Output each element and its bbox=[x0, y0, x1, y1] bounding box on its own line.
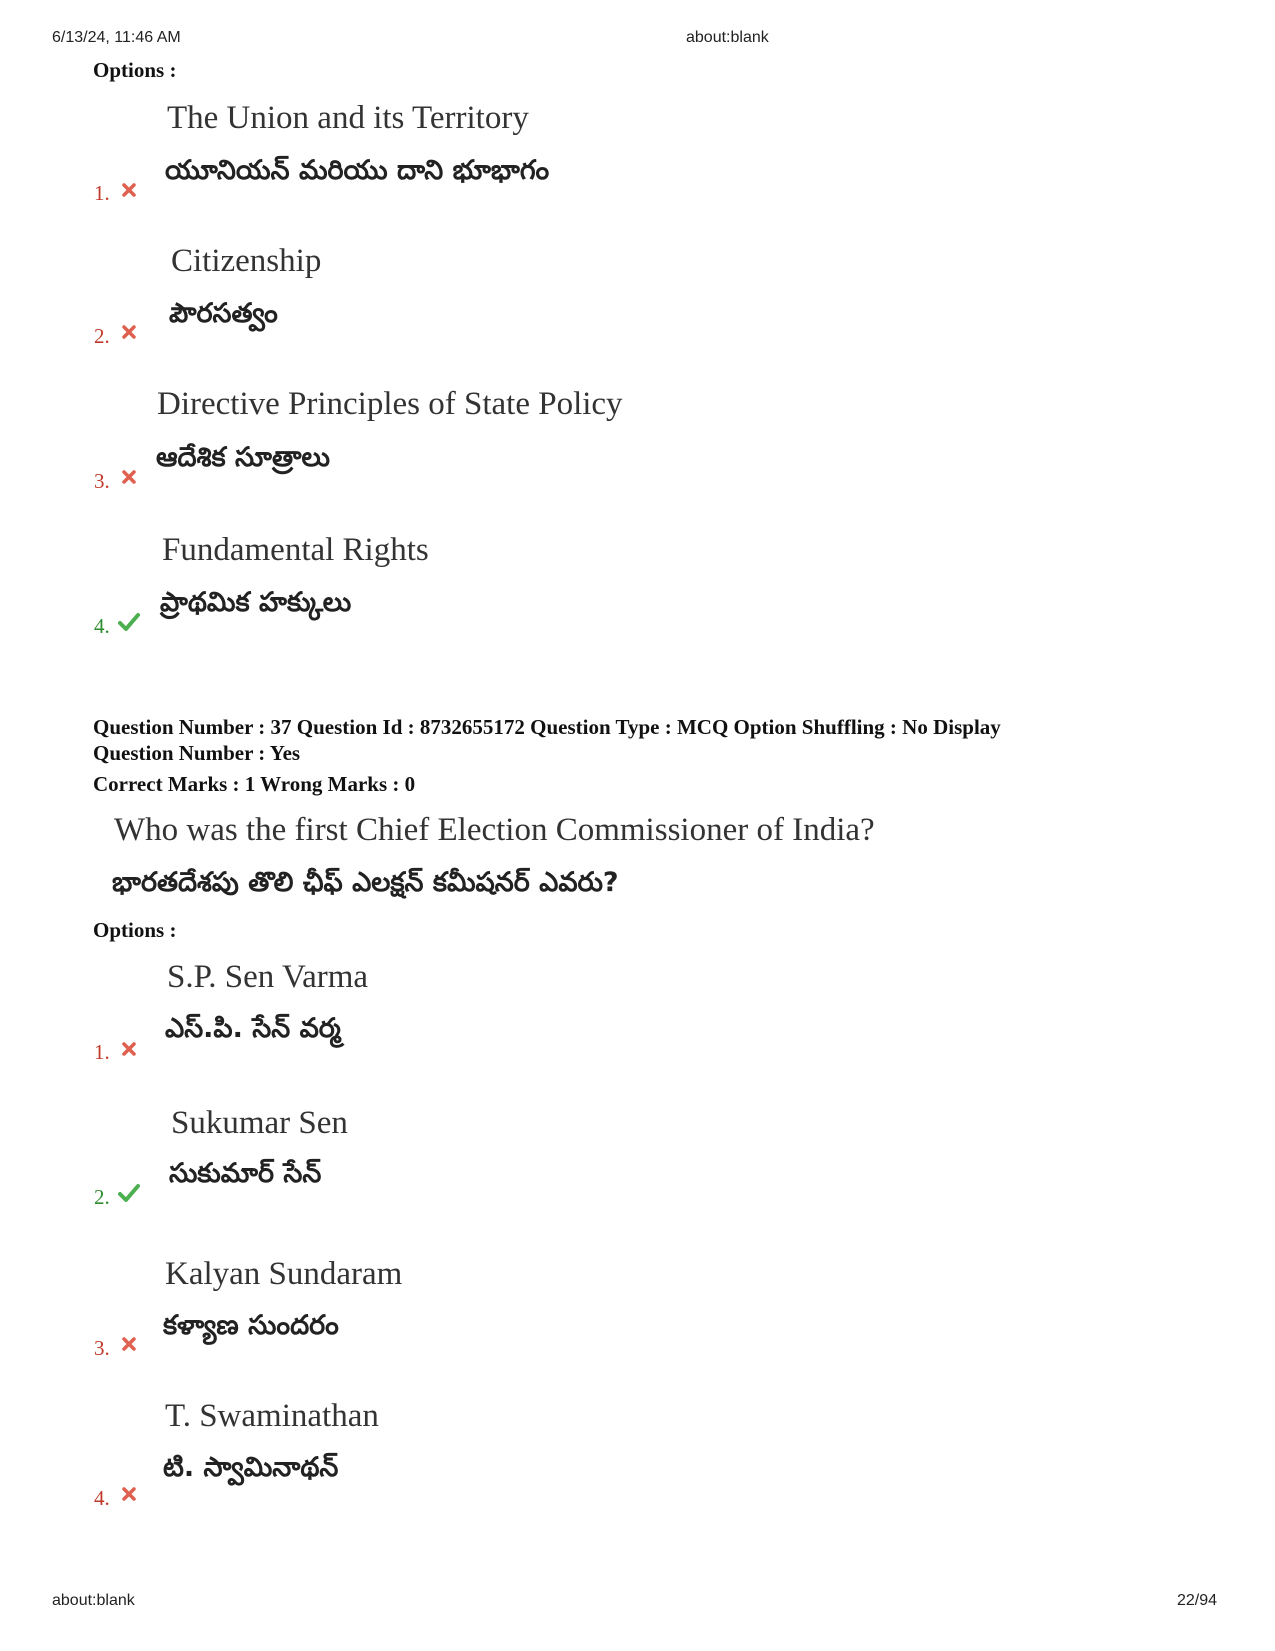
question-text-te: భారతదేశపు తొలి ఛీఫ్ ఎలక్షన్ కమీషనర్ ఎవరు? bbox=[112, 867, 619, 898]
prev-options-label: Options : bbox=[93, 58, 177, 82]
wrong-cross-icon bbox=[121, 1041, 137, 1057]
prev-option-4-number: 4. bbox=[94, 614, 110, 638]
header-url: about:blank bbox=[686, 29, 769, 46]
wrong-cross-icon bbox=[121, 469, 137, 485]
header-datetime: 6/13/24, 11:46 AM bbox=[52, 29, 181, 46]
prev-option-1-number: 1. bbox=[94, 181, 110, 205]
wrong-cross-icon bbox=[121, 182, 137, 198]
wrong-cross-icon bbox=[121, 1486, 137, 1502]
question-meta-line-1: Question Number : 37 Question Id : 8732655172 Question Type : MCQ Option Shuffling : No Display bbox=[93, 715, 1001, 739]
prev-option-3-en: Directive Principles of State Policy bbox=[157, 386, 623, 422]
prev-option-3-number: 3. bbox=[94, 469, 110, 493]
option-1-te: ఎస్.పి. సేన్ వర్మ bbox=[165, 1013, 341, 1044]
question-marks: Correct Marks : 1 Wrong Marks : 0 bbox=[93, 772, 416, 796]
prev-option-1-te: యూనియన్ మరియు దాని భూభాగం bbox=[165, 155, 550, 186]
prev-option-1-en: The Union and its Territory bbox=[167, 100, 529, 136]
prev-option-2-en: Citizenship bbox=[171, 243, 322, 279]
question-text-en: Who was the first Chief Election Commissioner of India? bbox=[114, 812, 875, 848]
wrong-cross-icon bbox=[121, 324, 137, 340]
option-1-number: 1. bbox=[94, 1040, 110, 1064]
option-3-number: 3. bbox=[94, 1336, 110, 1360]
prev-option-4-en: Fundamental Rights bbox=[162, 532, 429, 568]
option-3-en: Kalyan Sundaram bbox=[165, 1256, 403, 1292]
prev-option-4-te: ప్రాథమిక హక్కులు bbox=[160, 587, 352, 618]
option-2-number: 2. bbox=[94, 1185, 110, 1209]
prev-option-2-number: 2. bbox=[94, 324, 110, 348]
footer-url: about:blank bbox=[52, 1592, 135, 1609]
prev-option-3-te: ఆదేశిక సూత్రాలు bbox=[156, 442, 330, 473]
page-number: 22/94 bbox=[1177, 1592, 1218, 1609]
option-1-en: S.P. Sen Varma bbox=[167, 959, 369, 995]
question-meta-line-2: Question Number : Yes bbox=[93, 741, 301, 765]
option-2-en: Sukumar Sen bbox=[171, 1105, 348, 1141]
correct-check-icon bbox=[118, 1183, 140, 1203]
prev-option-2-te: పౌరసత్వం bbox=[169, 298, 278, 329]
option-4-te: టి. స్వామినాథన్ bbox=[163, 1452, 339, 1483]
option-3-te: కళ్యాణ సుందరం bbox=[163, 1310, 339, 1341]
options-label: Options : bbox=[93, 918, 177, 942]
option-4-en: T. Swaminathan bbox=[165, 1398, 379, 1434]
option-2-te: సుకుమార్ సేన్ bbox=[169, 1158, 322, 1189]
wrong-cross-icon bbox=[121, 1336, 137, 1352]
option-4-number: 4. bbox=[94, 1486, 110, 1510]
correct-check-icon bbox=[118, 612, 140, 632]
